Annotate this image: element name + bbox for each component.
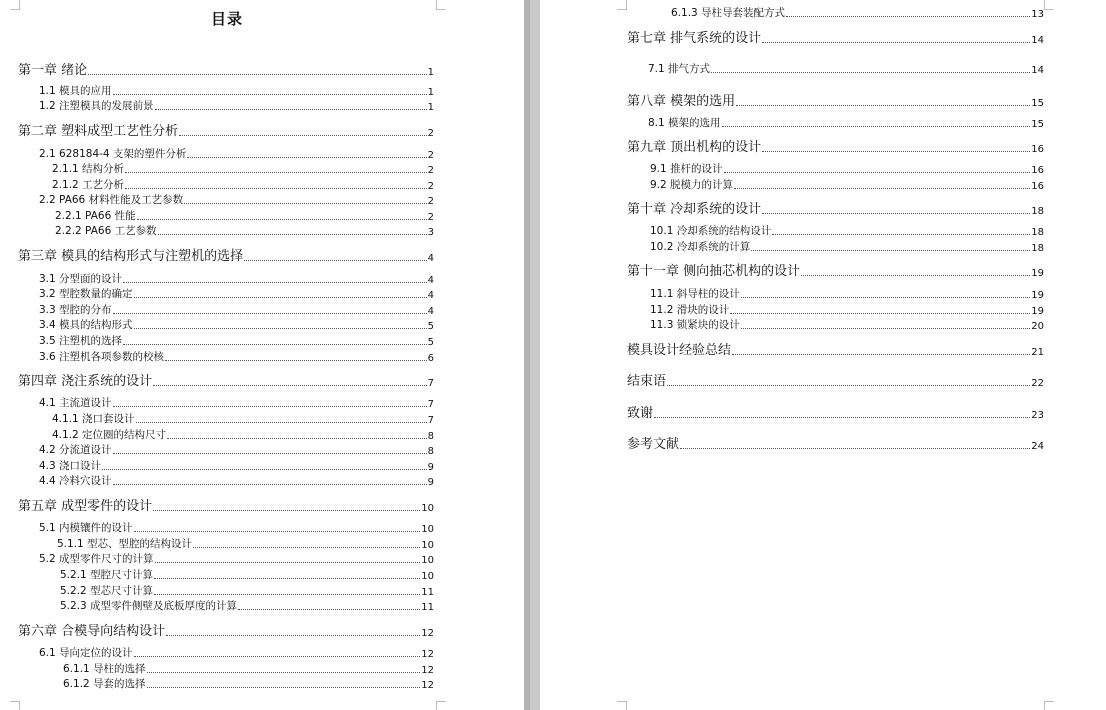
toc-page-number: 2 bbox=[427, 196, 434, 207]
toc-entry-text: 第八章 模架的选用 bbox=[627, 94, 736, 109]
dot-leader bbox=[155, 562, 421, 563]
toc-page-number: 14 bbox=[1031, 65, 1044, 76]
toc-page-number: 15 bbox=[1031, 119, 1044, 130]
toc-entry-text: 第五章 成型零件的设计 bbox=[18, 499, 153, 514]
toc-page-number: 3 bbox=[427, 227, 434, 238]
toc-entry-text: 9.2 脱模力的计算 bbox=[650, 179, 734, 191]
toc-subsection-entry[interactable] bbox=[52, 411, 434, 426]
toc-page-number: 9 bbox=[427, 462, 434, 473]
toc-chapter-entry[interactable] bbox=[18, 59, 434, 78]
toc-entry-text: 第十一章 侧向抽芯机构的设计 bbox=[627, 264, 801, 279]
crop-mark bbox=[1044, 0, 1054, 10]
toc-page-number: 2 bbox=[427, 181, 434, 192]
toc-section-entry[interactable] bbox=[650, 286, 1044, 301]
crop-mark bbox=[617, 701, 627, 710]
toc-section-entry[interactable] bbox=[650, 317, 1044, 332]
toc-entry-text: 第四章 浇注系统的设计 bbox=[18, 374, 153, 389]
toc-page-number: 10 bbox=[421, 555, 434, 566]
toc-entry-text: 第二章 塑料成型工艺性分析 bbox=[18, 124, 179, 139]
toc-section-entry[interactable] bbox=[39, 473, 434, 488]
dot-leader bbox=[734, 188, 1030, 189]
dot-leader bbox=[153, 385, 426, 386]
toc-section-entry[interactable] bbox=[39, 146, 434, 161]
dot-leader bbox=[153, 510, 420, 511]
toc-subsection-entry[interactable] bbox=[60, 598, 434, 613]
toc-page-number: 19 bbox=[1031, 290, 1044, 301]
toc-section-entry[interactable] bbox=[39, 551, 434, 566]
toc-page-number: 2 bbox=[427, 150, 434, 161]
toc-section-entry[interactable] bbox=[39, 349, 434, 364]
dot-leader bbox=[179, 135, 426, 136]
toc-chapter-entry[interactable] bbox=[627, 198, 1044, 217]
dot-leader bbox=[123, 282, 427, 283]
toc-subsection-entry[interactable] bbox=[52, 161, 434, 176]
toc-entry-text: 3.6 注塑机各项参数的校核 bbox=[39, 351, 165, 363]
toc-chapter-entry[interactable] bbox=[627, 370, 1044, 389]
crop-mark bbox=[436, 701, 446, 710]
toc-chapter-entry[interactable] bbox=[627, 90, 1044, 109]
toc-subsection-entry[interactable] bbox=[55, 208, 434, 223]
toc-entry-text: 11.1 斜导柱的设计 bbox=[650, 288, 740, 300]
toc-page-number: 16 bbox=[1031, 181, 1044, 192]
toc-section-entry[interactable] bbox=[650, 223, 1044, 238]
toc-entry-text: 2.1 628184-4 支架的塑件分析 bbox=[39, 148, 187, 160]
toc-chapter-entry[interactable] bbox=[18, 495, 434, 514]
toc-entry-text: 2.2 PA66 材料性能及工艺参数 bbox=[39, 194, 184, 206]
document-page-left bbox=[0, 0, 524, 710]
dot-leader bbox=[158, 234, 427, 235]
dot-leader bbox=[155, 109, 427, 110]
toc-entry-text: 4.3 浇口设计 bbox=[39, 460, 102, 472]
toc-section-entry[interactable] bbox=[39, 520, 434, 535]
dot-leader bbox=[244, 260, 426, 261]
toc-entry-text: 4.1.2 定位圈的结构尺寸 bbox=[52, 429, 167, 441]
toc-page-number: 8 bbox=[427, 446, 434, 457]
toc-entry-text: 结束语 bbox=[627, 374, 667, 389]
dot-leader bbox=[667, 385, 1030, 386]
toc-page-number: 10 bbox=[421, 524, 434, 535]
toc-entry-text: 9.1 推杆的设计 bbox=[650, 163, 723, 175]
toc-entry-text: 第七章 排气系统的设计 bbox=[627, 31, 762, 46]
toc-entry-text: 6.1.1 导柱的选择 bbox=[63, 663, 146, 675]
toc-section-entry[interactable] bbox=[39, 271, 434, 286]
toc-entry-text: 第一章 绪论 bbox=[18, 63, 88, 78]
dot-leader bbox=[762, 213, 1030, 214]
toc-page-number: 18 bbox=[1031, 243, 1044, 254]
toc-section-entry[interactable] bbox=[39, 442, 434, 457]
toc-subsection-entry[interactable] bbox=[63, 676, 434, 691]
toc-entry-text: 第九章 顶出机构的设计 bbox=[627, 140, 762, 155]
dot-leader bbox=[136, 422, 427, 423]
toc-page-number: 6 bbox=[427, 353, 434, 364]
toc-entry-text: 10.2 冷却系统的计算 bbox=[650, 241, 751, 253]
toc-page-number: 2 bbox=[427, 212, 434, 223]
toc-page-number: 23 bbox=[1031, 410, 1044, 421]
toc-page-number: 2 bbox=[427, 128, 434, 139]
toc-entry-text: 11.3 锁紧块的设计 bbox=[650, 319, 740, 331]
dot-leader bbox=[113, 484, 427, 485]
toc-page-number: 18 bbox=[1031, 206, 1044, 217]
toc-page-number: 20 bbox=[1031, 321, 1044, 332]
toc-entry-text: 第三章 模具的结构形式与注塑机的选择 bbox=[18, 249, 244, 264]
dot-leader bbox=[154, 578, 420, 579]
toc-section-entry[interactable] bbox=[650, 302, 1044, 317]
toc-page-number: 12 bbox=[421, 649, 434, 660]
toc-entry-text: 6.1.2 导套的选择 bbox=[63, 678, 146, 690]
dot-leader bbox=[741, 328, 1031, 329]
toc-entry-text: 3.3 型腔的分布 bbox=[39, 304, 112, 316]
toc-entry-text: 5.1 内模镶件的设计 bbox=[39, 522, 133, 534]
toc-page-number: 19 bbox=[1031, 268, 1044, 279]
toc-subsection-entry[interactable] bbox=[55, 223, 434, 238]
toc-subsection-entry[interactable] bbox=[57, 536, 434, 551]
dot-leader bbox=[193, 547, 420, 548]
toc-chapter-entry[interactable] bbox=[627, 433, 1044, 452]
toc-entry-text: 5.2 成型零件尺寸的计算 bbox=[39, 553, 154, 565]
toc-entry-text: 3.5 注塑机的选择 bbox=[39, 335, 123, 347]
dot-leader bbox=[654, 417, 1030, 418]
toc-page-number: 16 bbox=[1031, 165, 1044, 176]
toc-entry-text: 4.4 冷料穴设计 bbox=[39, 475, 112, 487]
toc-entry-text: 参考文献 bbox=[627, 437, 680, 452]
toc-page-number: 1 bbox=[427, 102, 434, 113]
toc-page-number: 12 bbox=[421, 665, 434, 676]
toc-page-number: 11 bbox=[421, 602, 434, 613]
dot-leader bbox=[113, 453, 427, 454]
toc-page-number: 22 bbox=[1031, 378, 1044, 389]
dot-leader bbox=[134, 297, 427, 298]
toc-page-number: 2 bbox=[427, 165, 434, 176]
toc-page-number: 7 bbox=[427, 378, 434, 389]
dot-leader bbox=[786, 16, 1030, 17]
toc-entry-text: 8.1 模架的选用 bbox=[648, 117, 721, 129]
toc-entry-text: 2.1.2 工艺分析 bbox=[52, 179, 125, 191]
toc-subsection-entry[interactable] bbox=[52, 427, 434, 442]
toc-page-number: 10 bbox=[421, 503, 434, 514]
dot-leader bbox=[113, 406, 427, 407]
toc-page-number: 11 bbox=[421, 587, 434, 598]
toc-entry-text: 5.2.2 型芯尺寸计算 bbox=[60, 585, 154, 597]
toc-chapter-entry[interactable] bbox=[18, 370, 434, 389]
toc-page-number: 14 bbox=[1031, 35, 1044, 46]
toc-page-number: 8 bbox=[427, 431, 434, 442]
toc-page-number: 12 bbox=[421, 680, 434, 691]
dot-leader bbox=[147, 672, 421, 673]
dot-leader bbox=[88, 74, 426, 75]
page-gutter bbox=[524, 0, 540, 710]
toc-page-number: 7 bbox=[427, 399, 434, 410]
toc-section-entry[interactable] bbox=[39, 192, 434, 207]
toc-entry-text: 4.1 主流道设计 bbox=[39, 397, 112, 409]
toc-page-number: 13 bbox=[1031, 9, 1044, 20]
toc-section-entry[interactable] bbox=[39, 395, 434, 410]
toc-page-number: 7 bbox=[427, 415, 434, 426]
toc-entry-text: 2.2.2 PA66 工艺参数 bbox=[55, 225, 157, 237]
dot-leader bbox=[680, 448, 1030, 449]
toc-page-number: 5 bbox=[427, 337, 434, 348]
toc-entry-text: 5.2.3 成型零件侧壁及底板厚度的计算 bbox=[60, 600, 238, 612]
toc-entry-text: 第十章 冷却系统的设计 bbox=[627, 202, 762, 217]
dot-leader bbox=[113, 94, 427, 95]
toc-page-number: 12 bbox=[421, 628, 434, 639]
toc-entry-text: 5.2.1 型腔尺寸计算 bbox=[60, 569, 154, 581]
toc-page-number: 4 bbox=[427, 275, 434, 286]
toc-entry-text: 4.2 分流道设计 bbox=[39, 444, 112, 456]
toc-entry-text: 3.2 型腔数量的确定 bbox=[39, 288, 133, 300]
dot-leader bbox=[772, 234, 1030, 235]
toc-chapter-entry[interactable] bbox=[18, 120, 434, 139]
dot-leader bbox=[113, 313, 427, 314]
toc-chapter-entry[interactable] bbox=[18, 620, 434, 639]
toc-entry-text: 第六章 合模导向结构设计 bbox=[18, 624, 166, 639]
toc-section-entry[interactable] bbox=[39, 317, 434, 332]
toc-page-number: 21 bbox=[1031, 347, 1044, 358]
toc-section-entry[interactable] bbox=[39, 333, 434, 348]
toc-subsection-entry[interactable] bbox=[52, 177, 434, 192]
toc-entry-text: 6.1 导向定位的设计 bbox=[39, 647, 133, 659]
dot-leader bbox=[125, 172, 427, 173]
toc-entry-text: 6.1.3 导柱导套装配方式 bbox=[671, 7, 786, 19]
dot-leader bbox=[165, 360, 427, 361]
dot-leader bbox=[187, 157, 426, 158]
toc-section-entry[interactable] bbox=[39, 302, 434, 317]
toc-section-entry[interactable] bbox=[39, 83, 434, 98]
toc-section-entry[interactable] bbox=[39, 458, 434, 473]
dot-leader bbox=[751, 250, 1030, 251]
toc-entry-text: 2.1.1 结构分析 bbox=[52, 163, 125, 175]
dot-leader bbox=[125, 188, 427, 189]
toc-section-entry[interactable] bbox=[39, 645, 434, 660]
toc-page-number: 1 bbox=[427, 87, 434, 98]
toc-chapter-entry[interactable] bbox=[627, 339, 1044, 358]
toc-entry-text: 3.4 模具的结构形式 bbox=[39, 319, 133, 331]
toc-section-entry[interactable] bbox=[648, 61, 1044, 76]
toc-page-number: 19 bbox=[1031, 306, 1044, 317]
toc-entry-text: 5.1.1 型芯、型腔的结构设计 bbox=[57, 538, 193, 550]
toc-page-number: 4 bbox=[427, 290, 434, 301]
toc-chapter-entry[interactable] bbox=[627, 27, 1044, 46]
toc-entry-text: 1.1 模具的应用 bbox=[39, 85, 112, 97]
toc-page-number: 4 bbox=[427, 306, 434, 317]
toc-subsection-entry[interactable] bbox=[63, 661, 434, 676]
toc-page-number: 1 bbox=[427, 67, 434, 78]
dot-leader bbox=[154, 594, 420, 595]
toc-page-number: 4 bbox=[427, 253, 434, 264]
dot-leader bbox=[123, 344, 427, 345]
toc-subsection-entry[interactable] bbox=[60, 567, 434, 582]
toc-subsection-entry[interactable] bbox=[60, 583, 434, 598]
toc-entry-text: 4.1.1 浇口套设计 bbox=[52, 413, 135, 425]
toc-page-number: 9 bbox=[427, 477, 434, 488]
dot-leader bbox=[711, 72, 1030, 73]
toc-entry-text: 模具设计经验总结 bbox=[627, 343, 732, 358]
toc-section-entry[interactable] bbox=[650, 161, 1044, 176]
crop-mark bbox=[1044, 701, 1054, 710]
dot-leader bbox=[134, 531, 421, 532]
dot-leader bbox=[762, 42, 1030, 43]
dot-leader bbox=[801, 275, 1030, 276]
dot-leader bbox=[102, 469, 427, 470]
dot-leader bbox=[167, 438, 427, 439]
toc-entry-text: 7.1 排气方式 bbox=[648, 63, 711, 75]
toc-page-number: 24 bbox=[1031, 441, 1044, 452]
dot-leader bbox=[741, 297, 1031, 298]
toc-page-number: 10 bbox=[421, 540, 434, 551]
toc-entry-text: 10.1 冷却系统的结构设计 bbox=[650, 225, 772, 237]
toc-section-entry[interactable] bbox=[650, 239, 1044, 254]
toc-subsection-entry[interactable] bbox=[671, 5, 1044, 20]
dot-leader bbox=[238, 609, 420, 610]
document-page-right bbox=[540, 0, 1106, 710]
dot-leader bbox=[730, 313, 1030, 314]
toc-chapter-entry[interactable] bbox=[18, 245, 434, 264]
dot-leader bbox=[137, 219, 427, 220]
toc-title: 目录 bbox=[210, 10, 243, 28]
dot-leader bbox=[732, 354, 1030, 355]
dot-leader bbox=[736, 105, 1030, 106]
dot-leader bbox=[184, 203, 427, 204]
crop-mark bbox=[10, 701, 20, 710]
toc-entry-text: 2.2.1 PA66 性能 bbox=[55, 210, 136, 222]
toc-chapter-entry[interactable] bbox=[627, 260, 1044, 279]
toc-page-number: 5 bbox=[427, 321, 434, 332]
toc-page-number: 10 bbox=[421, 571, 434, 582]
toc-entry-text: 11.2 滑块的设计 bbox=[650, 304, 730, 316]
dot-leader bbox=[166, 635, 420, 636]
toc-section-entry[interactable] bbox=[650, 177, 1044, 192]
toc-entry-text: 3.1 分型面的设计 bbox=[39, 273, 123, 285]
toc-chapter-entry[interactable] bbox=[627, 402, 1044, 421]
toc-section-entry[interactable] bbox=[648, 115, 1044, 130]
dot-leader bbox=[134, 328, 427, 329]
toc-page-number: 18 bbox=[1031, 227, 1044, 238]
toc-section-entry[interactable] bbox=[39, 98, 434, 113]
toc-entry-text: 致谢 bbox=[627, 406, 654, 421]
dot-leader bbox=[134, 656, 421, 657]
toc-section-entry[interactable] bbox=[39, 286, 434, 301]
toc-entry-text: 1.2 注塑模具的发展前景 bbox=[39, 100, 154, 112]
dot-leader bbox=[724, 172, 1031, 173]
dot-leader bbox=[722, 126, 1031, 127]
dot-leader bbox=[762, 151, 1030, 152]
crop-mark bbox=[617, 0, 627, 10]
dot-leader bbox=[147, 687, 421, 688]
toc-page-number: 16 bbox=[1031, 144, 1044, 155]
toc-chapter-entry[interactable] bbox=[627, 136, 1044, 155]
toc-page-number: 15 bbox=[1031, 98, 1044, 109]
